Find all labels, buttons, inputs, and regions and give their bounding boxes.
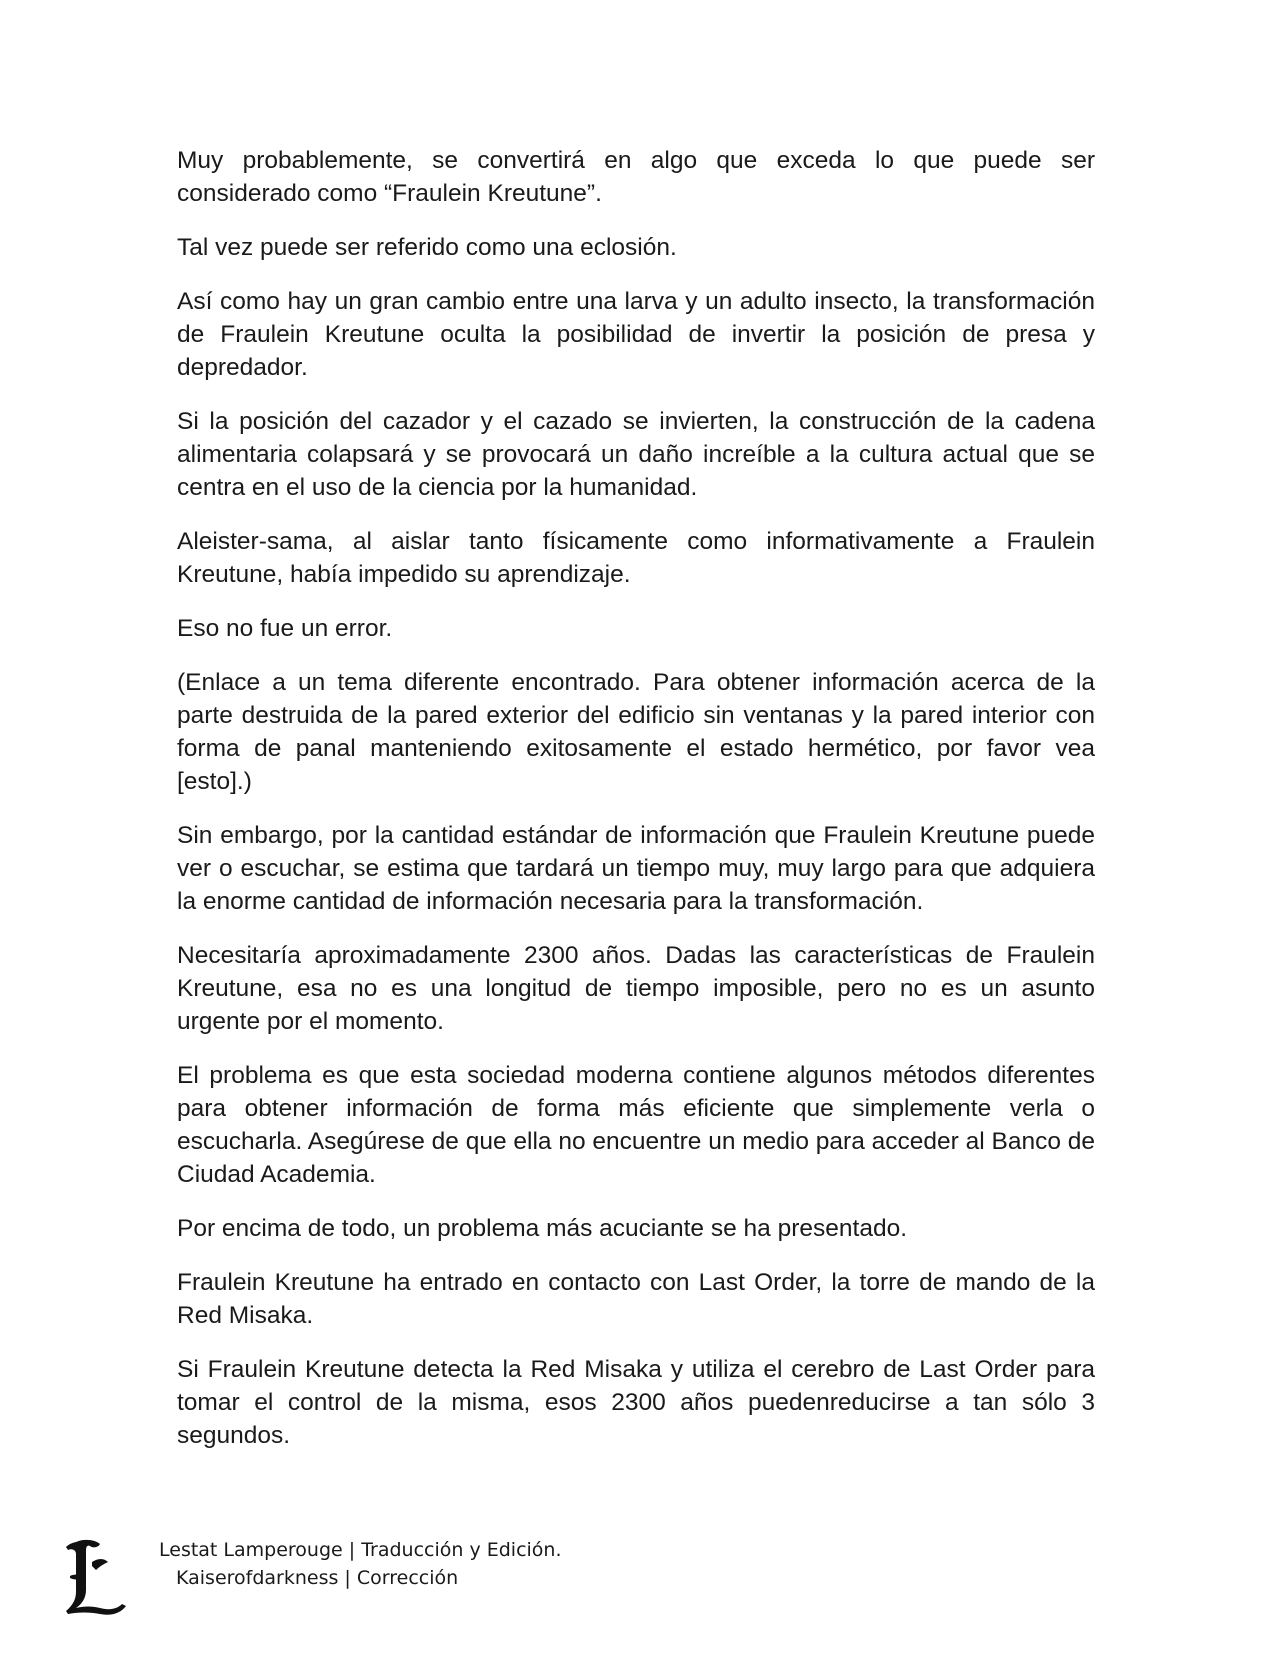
credit-correction: Kaiserofdarkness | Corrección [176, 1567, 459, 1589]
paragraph-5: Aleister-sama, al aislar tanto físicamente como informativamente a Fraulein Kreutune, había impedido su aprendizaje. [177, 528, 1095, 588]
paragraph-9: Necesitaría aproximadamente 2300 años. Dadas las características de Fraulein Kreutune, esa no es una longitud de tiempo imposible, pero no es un asunto urgente por el momento. [177, 942, 1095, 1035]
paragraph-6: Eso no fue un error. [177, 615, 393, 642]
paragraph-3: Así como hay un gran cambio entre una larva y un adulto insecto, la transformación de Fraulein Kreutune oculta la posibilidad de invertir la posición de presa y depredador. [177, 288, 1095, 381]
credit-translation: Lestat Lamperouge | Traducción y Edición. [159, 1539, 562, 1561]
paragraph-11: Por encima de todo, un problema más acuciante se ha presentado. [177, 1215, 907, 1242]
paragraph-8: Sin embargo, por la cantidad estándar de información que Fraulein Kreutune puede ver o escuchar, se estima que tardará un tiempo muy, muy largo para que adquiera la enorme cantidad de información necesaria para la transformación. [177, 822, 1095, 915]
paragraph-4: Si la posición del cazador y el cazado se invierten, la construcción de la cadena alimentaria colapsará y se provocará un daño increíble a la cultura actual que se centra en el uso de la ciencia por la humanidad. [177, 408, 1095, 501]
paragraph-2: Tal vez puede ser referido como una eclosión. [177, 234, 677, 261]
paragraph-12: Fraulein Kreutune ha entrado en contacto con Last Order, la torre de mando de la Red Misaka. [177, 1269, 1095, 1329]
document-body [177, 144, 1095, 1473]
paragraph-1: Muy probablemente, se convertirá en algo que exceda lo que puede ser considerado como “Fraulein Kreutune”. [177, 147, 1095, 207]
paragraph-10: El problema es que esta sociedad moderna contiene algunos métodos diferentes para obtener información de forma más eficiente que simplemente verla o escucharla. Asegúrese de que ella no encuentre un medio para acceder al Banco de Ciudad Academia. [177, 1062, 1096, 1188]
gothic-l-logo-icon [62, 1536, 130, 1616]
paragraph-13: Si Fraulein Kreutune detecta la Red Misaka y utiliza el cerebro de Last Order para tomar el control de la misma, esos 2300 años puedenreducirse a tan sólo 3 segundos. [177, 1356, 1095, 1449]
paragraph-7: (Enlace a un tema diferente encontrado. Para obtener información acerca de la parte destruida de la pared exterior del edificio sin ventanas y la pared interior con forma de panal manteniendo exitosamente el estado hermético, por favor vea [esto].) [177, 669, 1095, 795]
footer-credits [159, 1536, 562, 1592]
